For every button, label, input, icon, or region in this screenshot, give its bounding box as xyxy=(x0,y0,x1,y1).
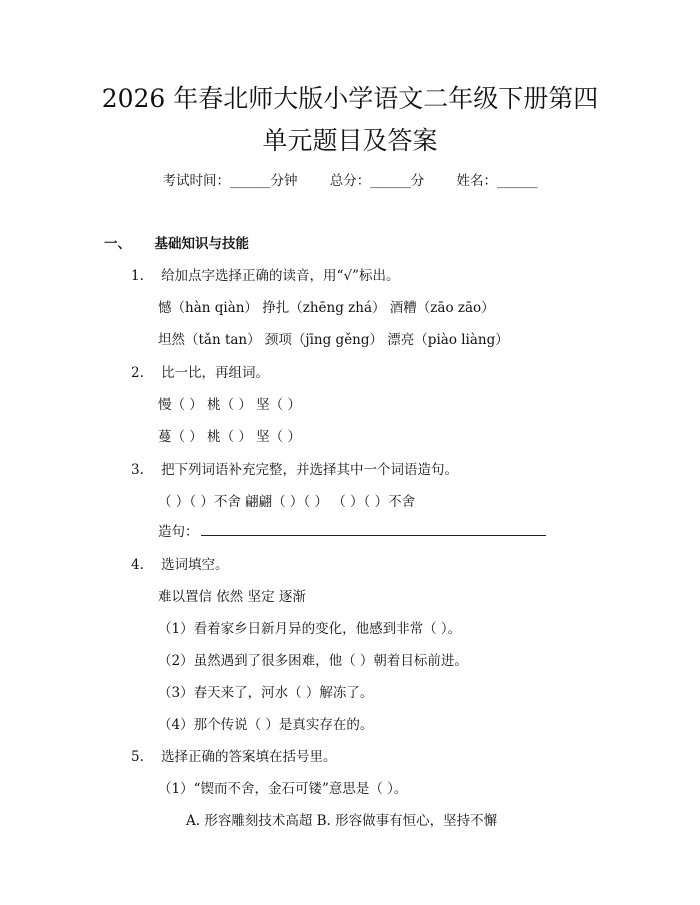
answer-line xyxy=(201,521,546,536)
question-text: 选择正确的答案填在括号里。 xyxy=(161,749,337,765)
question-number: 2. xyxy=(131,365,144,381)
section-heading xyxy=(104,232,249,252)
q4-sentence-3: （3）春天来了，河水（ ）解冻了。 xyxy=(158,685,374,701)
total-score: 总分：______分 xyxy=(329,173,425,189)
q2-row-1: 慢（ ） 桃（ ） 坚（ ） xyxy=(158,397,301,413)
question-number: 4. xyxy=(131,557,144,573)
question-number: 3. xyxy=(131,462,144,478)
q3-sentence xyxy=(158,520,546,540)
q2-row-2: 蔓（ ） 桃（ ） 坚（ ） xyxy=(158,429,301,445)
q5-options: A. 形容雕刻技术高超 B. 形容做事有恒心，坚持不懈 xyxy=(186,813,498,829)
q1-row-1: 憾（hàn qiàn） 挣扎（zhēng zhá） 酒糟（zāo zāo） xyxy=(158,300,495,316)
question-text: 给加点字选择正确的读音，用“√”标出。 xyxy=(161,268,400,284)
question-2 xyxy=(131,361,269,381)
question-1 xyxy=(131,264,399,284)
question-text: 选词填空。 xyxy=(161,557,229,573)
q4-sentence-1: （1）看着家乡日新月异的变化，他感到非常（ ）。 xyxy=(158,621,462,637)
q4-word-bank: 难以置信 依然 坚定 逐渐 xyxy=(158,589,306,605)
exam-info xyxy=(0,169,700,189)
question-number: 5. xyxy=(131,749,144,765)
question-5 xyxy=(131,745,337,765)
q4-sentence-2: （2）虽然遇到了很多困难，他（ ）朝着目标前进。 xyxy=(158,653,468,669)
question-text: 比一比，再组词。 xyxy=(161,365,270,381)
student-name: 姓名：______ xyxy=(456,173,538,189)
title-line-2: 单元题目及答案 xyxy=(262,126,438,155)
section-number: 一、 xyxy=(104,236,131,252)
question-text: 把下列词语补充完整，并选择其中一个词语造句。 xyxy=(161,462,459,478)
sentence-label: 造句： xyxy=(158,524,199,540)
question-4 xyxy=(131,553,229,573)
question-number: 1. xyxy=(131,268,144,284)
q5-sentence-1: （1）“锲而不舍，金石可镂”意思是（ ）。 xyxy=(158,781,408,797)
q4-sentence-4: （4）那个传说（ ）是真实存在的。 xyxy=(158,717,374,733)
q3-row-1: （ ）（ ）不舍 翩翩（ ）（ ） （ ）（ ）不舍 xyxy=(158,494,416,510)
question-3 xyxy=(131,458,458,478)
section-title: 基础知识与技能 xyxy=(154,236,249,252)
exam-time: 考试时间：______分钟 xyxy=(162,173,298,189)
q1-row-2: 坦然（tǎn tan） 颈项（jīng gěng） 漂亮（piào liàng） xyxy=(158,332,509,348)
document-title xyxy=(60,78,640,162)
title-line-1: 2026 年春北师大版小学语文二年级下册第四 xyxy=(101,84,599,113)
